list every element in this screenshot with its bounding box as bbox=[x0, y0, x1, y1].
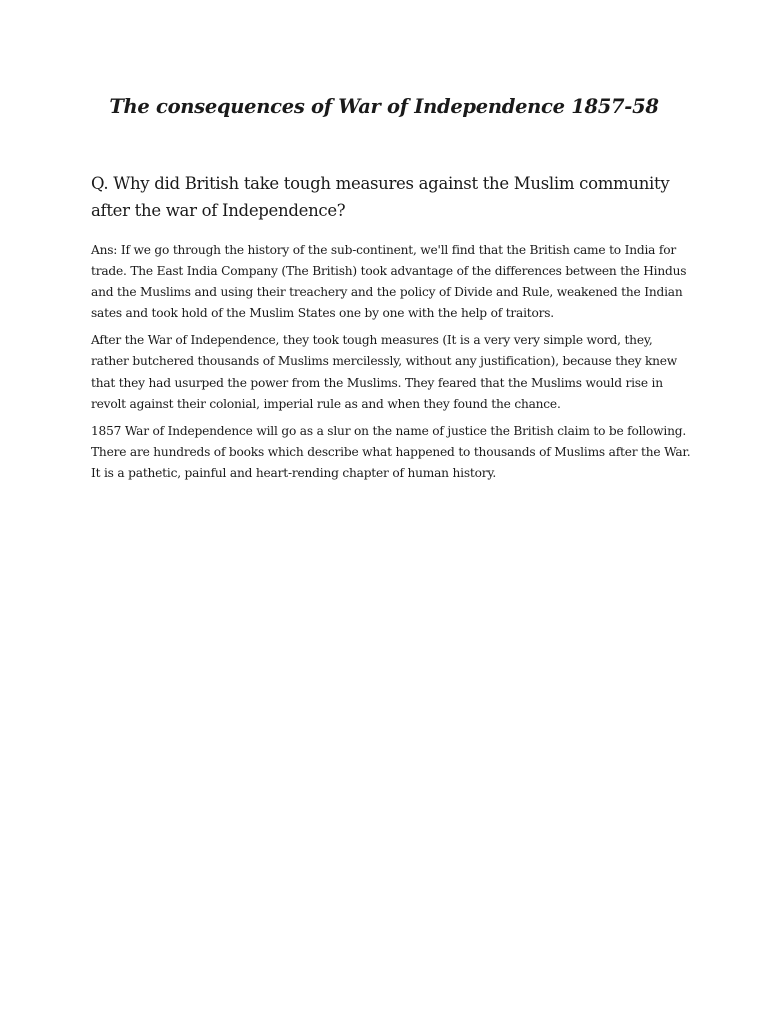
answer-body bbox=[91, 240, 691, 490]
question-text: Q. Why did British take tough measures against the Muslim community after the war of Independence? bbox=[91, 174, 670, 220]
answer-paragraph-2: After the War of Independence, they took tough measures (It is a very very simple word, they, rather butchered thousands of Muslims mercilessly, without any justification), because they knew that they had usurped the power from the Muslims. They feared that the Muslims would rise in revolt against their colonial, imperial rule as and when they found the chance. bbox=[91, 333, 678, 411]
answer-paragraph-3: 1857 War of Independence will go as a slur on the name of justice the British claim to be following. There are hundreds of books which describe what happened to thousands of Muslims after the War. It is a pathetic, painful and heart-rending chapter of human history. bbox=[91, 423, 691, 480]
document-title: The consequences of War of Independence 1857-58 bbox=[109, 95, 659, 118]
answer-paragraph-1: Ans: If we go through the history of the sub-continent, we'll find that the British came to India for trade. The East India Company (The British) took advantage of the differences between the Hindus and the Muslims and using their treachery and the policy of Divide and Rule, weakened the Indian sates and took hold of the Muslim States one by one with the help of traitors. bbox=[91, 243, 687, 321]
